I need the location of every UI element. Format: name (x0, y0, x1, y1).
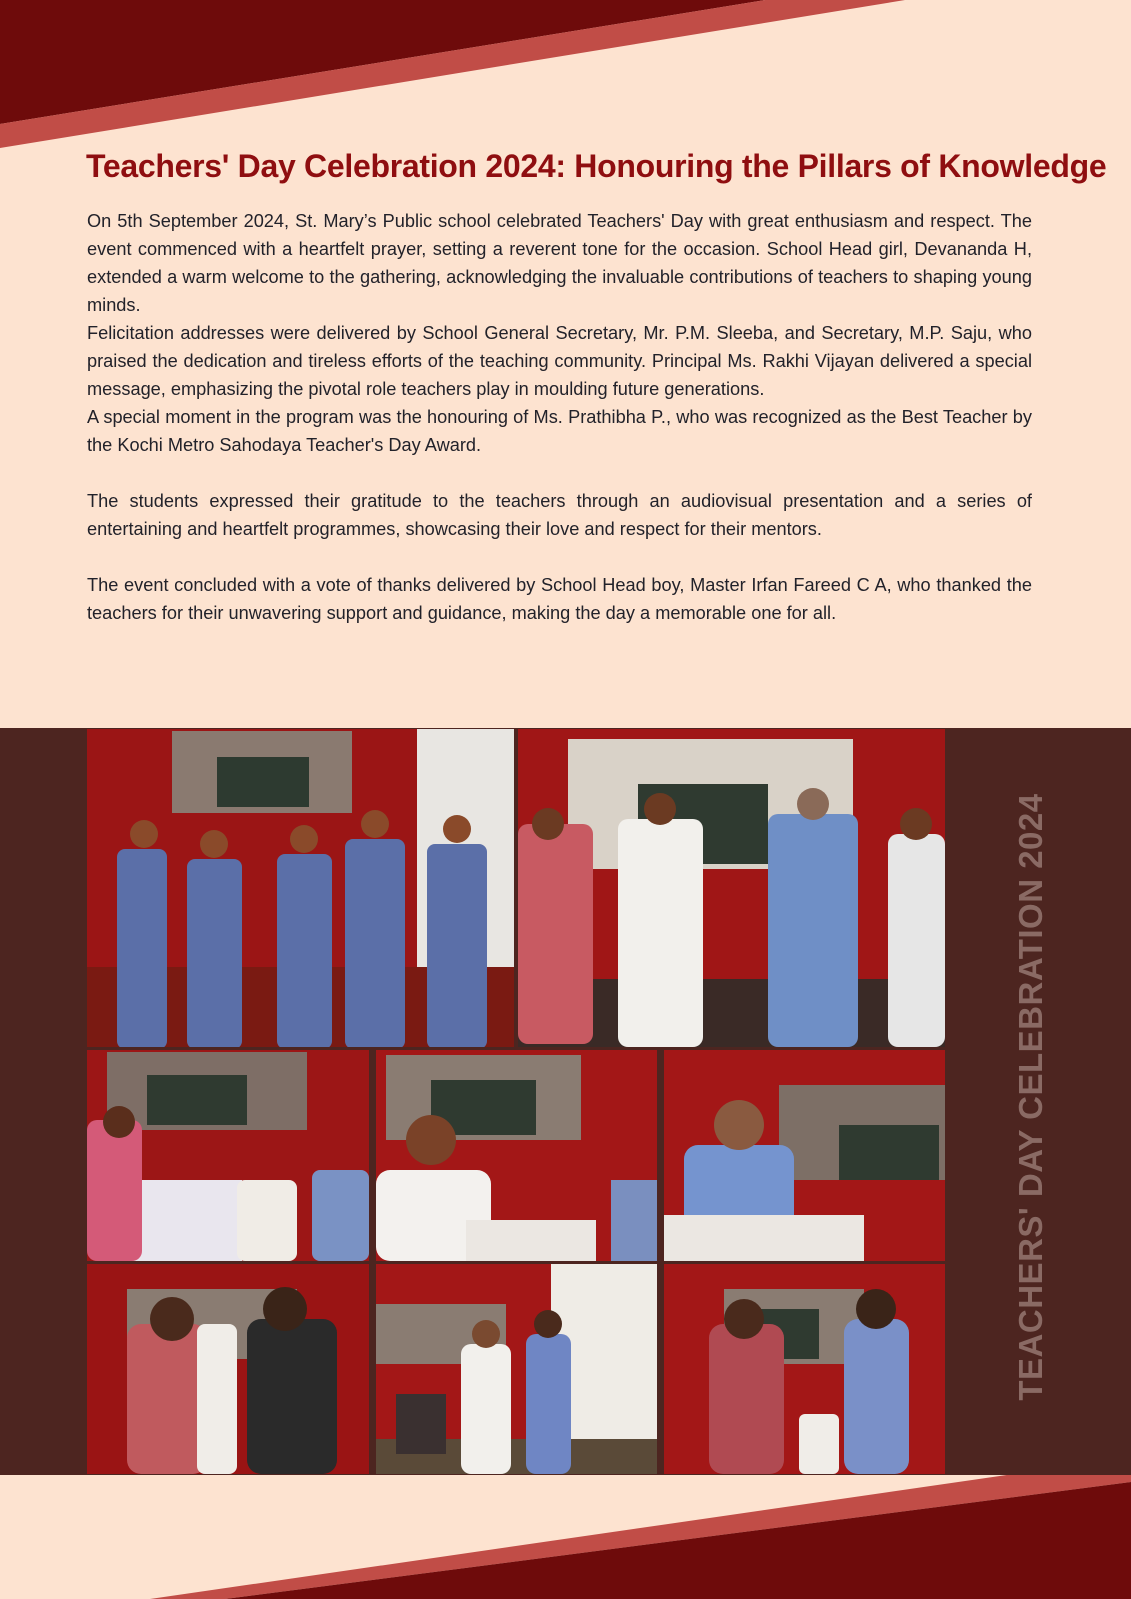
paragraph-opening: On 5th September 2024, St. Mary’s Public school celebrated Teachers' Day with great enthusiasm and respect. The event commenced with a heartfelt prayer, setting a reverent tone for the occasion. School Head girl, Devananda H, extended a warm welcome to the gathering, acknowledging the invaluable contributions of teachers to shaping young minds. (87, 211, 1032, 315)
paragraph-best-teacher: A special moment in the program was the honouring of Ms. Prathibha P., who was recognized as the Best Teacher by the Kochi Metro Sahodaya Teacher's Day Award. (87, 407, 1032, 455)
photo-dignitaries-stage (518, 729, 945, 1047)
paragraph-student-programmes: The students expressed their gratitude to the teachers through an audiovisual presentation and a series of entertaining and heartfelt programmes, showcasing their love and respect for their mentors. (87, 491, 1032, 539)
paragraph-vote-of-thanks: The event concluded with a vote of thanks delivered by School Head boy, Master Irfan Fareed C A, who thanked the teachers for their unwavering support and guidance, making the day a memorable one for all. (87, 575, 1032, 623)
photo-award-presentation-1 (87, 1264, 369, 1474)
photo-students-prayer (87, 729, 514, 1047)
photo-award-presentation-2 (376, 1264, 657, 1474)
article-body (87, 207, 1032, 627)
photo-award-presentation-3 (664, 1264, 945, 1474)
side-caption-text: TEACHERS' DAY CELEBRATION 2024 (1012, 793, 1049, 1401)
photo-general-secretary-speech (664, 1050, 945, 1261)
article-title: Teachers' Day Celebration 2024: Honouring the Pillars of Knowledge (86, 148, 1107, 184)
photo-secretary-speech (376, 1050, 657, 1261)
side-caption-vertical (1011, 793, 1051, 1401)
paragraph-felicitation: Felicitation addresses were delivered by School General Secretary, Mr. P.M. Sleeba, and Secretary, M.P. Saju, who praised the dedication and tireless efforts of the teaching community. Principal Ms. Rakhi Vijayan delivered a special message, emphasizing the pivotal role teachers play in moulding future generations. (87, 323, 1032, 399)
photo-principal-speech (87, 1050, 369, 1261)
